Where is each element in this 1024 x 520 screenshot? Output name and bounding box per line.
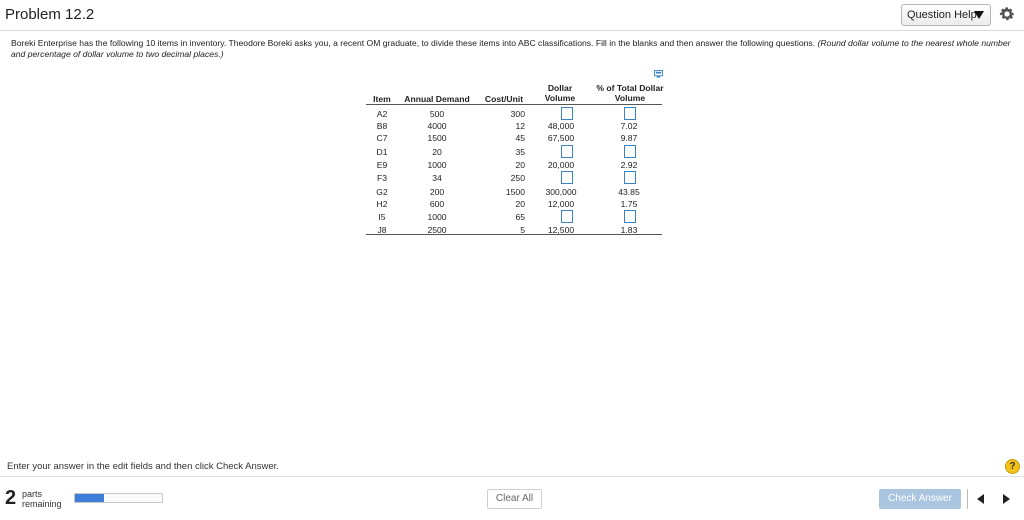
cell-dollar-volume: 67,500 bbox=[547, 133, 575, 143]
header-cost-unit: Cost/Unit bbox=[484, 94, 524, 104]
header-pct-total bbox=[588, 83, 672, 103]
cell-pct-total: 9.87 bbox=[620, 133, 638, 143]
header-bar bbox=[0, 0, 1024, 31]
table-row bbox=[366, 172, 662, 184]
table-row bbox=[366, 120, 662, 132]
next-arrow-icon[interactable] bbox=[1003, 494, 1010, 504]
cell-cost-unit: 65 bbox=[515, 212, 525, 222]
previous-arrow-icon[interactable] bbox=[977, 494, 984, 504]
cell-cost-unit: 250 bbox=[510, 173, 525, 183]
cell-dollar-volume: 12,500 bbox=[547, 225, 575, 235]
cell-annual-demand: 2500 bbox=[427, 225, 447, 235]
cell-annual-demand: 34 bbox=[432, 173, 442, 183]
cell-annual-demand: 200 bbox=[429, 187, 445, 197]
table-row bbox=[366, 198, 662, 210]
cell-item: J8 bbox=[377, 225, 387, 235]
header-dollar-volume-line1: Dollar bbox=[547, 83, 573, 93]
header-annual-demand: Annual Demand bbox=[404, 94, 470, 104]
table-row bbox=[366, 146, 662, 158]
pct-total-input[interactable] bbox=[624, 145, 636, 158]
cell-pct-total: 1.83 bbox=[620, 225, 638, 235]
header-dollar-volume bbox=[532, 83, 588, 103]
table-row bbox=[366, 211, 662, 223]
check-answer-button[interactable]: Check Answer bbox=[879, 489, 961, 509]
dollar-volume-input[interactable] bbox=[561, 171, 573, 184]
cell-pct-total: 43.85 bbox=[618, 187, 640, 197]
table-row bbox=[366, 159, 662, 171]
cell-cost-unit: 20 bbox=[515, 160, 525, 170]
table-row bbox=[366, 224, 662, 236]
cell-item: G2 bbox=[376, 187, 388, 197]
header-pct-total-line2: Volume bbox=[614, 93, 646, 103]
print-icon[interactable] bbox=[654, 70, 663, 78]
table-body bbox=[366, 106, 662, 235]
cell-item: C7 bbox=[376, 133, 388, 143]
question-help-label: Question Help bbox=[907, 9, 977, 21]
page-title: Problem 12.2 bbox=[5, 6, 95, 23]
pct-total-input[interactable] bbox=[624, 107, 636, 120]
progress-fill bbox=[75, 494, 104, 502]
nav-separator bbox=[967, 489, 968, 509]
cell-item: D1 bbox=[376, 147, 388, 157]
header-pct-total-line1: % of Total Dollar bbox=[596, 83, 664, 93]
pct-total-input[interactable] bbox=[624, 171, 636, 184]
cell-dollar-volume: 12,000 bbox=[547, 199, 575, 209]
dollar-volume-input[interactable] bbox=[561, 145, 573, 158]
cell-pct-total: 7.02 bbox=[620, 121, 638, 131]
table-header bbox=[366, 82, 662, 105]
cell-cost-unit: 5 bbox=[520, 225, 525, 235]
table-row bbox=[366, 186, 662, 198]
cell-cost-unit: 12 bbox=[515, 121, 525, 131]
cell-item: H2 bbox=[376, 199, 388, 209]
cell-item: I5 bbox=[378, 212, 386, 222]
cell-cost-unit: 35 bbox=[515, 147, 525, 157]
cell-cost-unit: 300 bbox=[510, 109, 525, 119]
cell-pct-total: 2.92 bbox=[620, 160, 638, 170]
question-body: Boreki Enterprise has the following 10 items in inventory. Theodore Boreki asks you, a recent OM graduate, to divide these items into ABC classifications. Fill in the blanks and then answer the following questions. bbox=[11, 38, 818, 48]
parts-remaining-label bbox=[22, 489, 62, 509]
cell-annual-demand: 600 bbox=[429, 199, 445, 209]
cell-dollar-volume: 20,000 bbox=[547, 160, 575, 170]
parts-label-line1: parts bbox=[22, 489, 43, 499]
cell-cost-unit: 1500 bbox=[505, 187, 525, 197]
caret-down-icon bbox=[974, 11, 984, 19]
clear-all-button[interactable]: Clear All bbox=[487, 489, 542, 509]
table-row bbox=[366, 108, 662, 120]
cell-annual-demand: 1500 bbox=[427, 133, 447, 143]
parts-remaining-count: 2 bbox=[5, 487, 17, 509]
cell-item: A2 bbox=[376, 109, 388, 119]
cell-dollar-volume: 48,000 bbox=[547, 121, 575, 131]
question-instruction: (Round dollar volume to the nearest whole number and percentage of dollar volume to two decimal places.) bbox=[11, 38, 1011, 59]
cell-item: F3 bbox=[376, 173, 388, 183]
cell-cost-unit: 20 bbox=[515, 199, 525, 209]
progress-bar bbox=[74, 493, 163, 503]
question-help-button[interactable] bbox=[901, 4, 991, 26]
footer-instruction: Enter your answer in the edit fields and then click Check Answer. bbox=[7, 461, 279, 472]
table-row bbox=[366, 132, 662, 144]
header-item: Item bbox=[373, 94, 391, 104]
dollar-volume-input[interactable] bbox=[561, 107, 573, 120]
cell-dollar-volume: 300,000 bbox=[545, 187, 577, 197]
parts-label-line2: remaining bbox=[22, 499, 62, 509]
cell-cost-unit: 45 bbox=[515, 133, 525, 143]
cell-annual-demand: 500 bbox=[429, 109, 445, 119]
gear-icon[interactable] bbox=[998, 5, 1016, 23]
cell-annual-demand: 20 bbox=[432, 147, 442, 157]
cell-item: B8 bbox=[376, 121, 388, 131]
cell-annual-demand: 4000 bbox=[427, 121, 447, 131]
help-button[interactable]: ? bbox=[1005, 459, 1020, 474]
cell-annual-demand: 1000 bbox=[427, 212, 447, 222]
footer-divider bbox=[0, 476, 1024, 477]
question-text bbox=[11, 38, 1016, 60]
cell-item: E9 bbox=[376, 160, 388, 170]
header-dollar-volume-line2: Volume bbox=[544, 93, 576, 103]
dollar-volume-input[interactable] bbox=[561, 210, 573, 223]
pct-total-input[interactable] bbox=[624, 210, 636, 223]
cell-annual-demand: 1000 bbox=[427, 160, 447, 170]
cell-pct-total: 1.75 bbox=[620, 199, 638, 209]
